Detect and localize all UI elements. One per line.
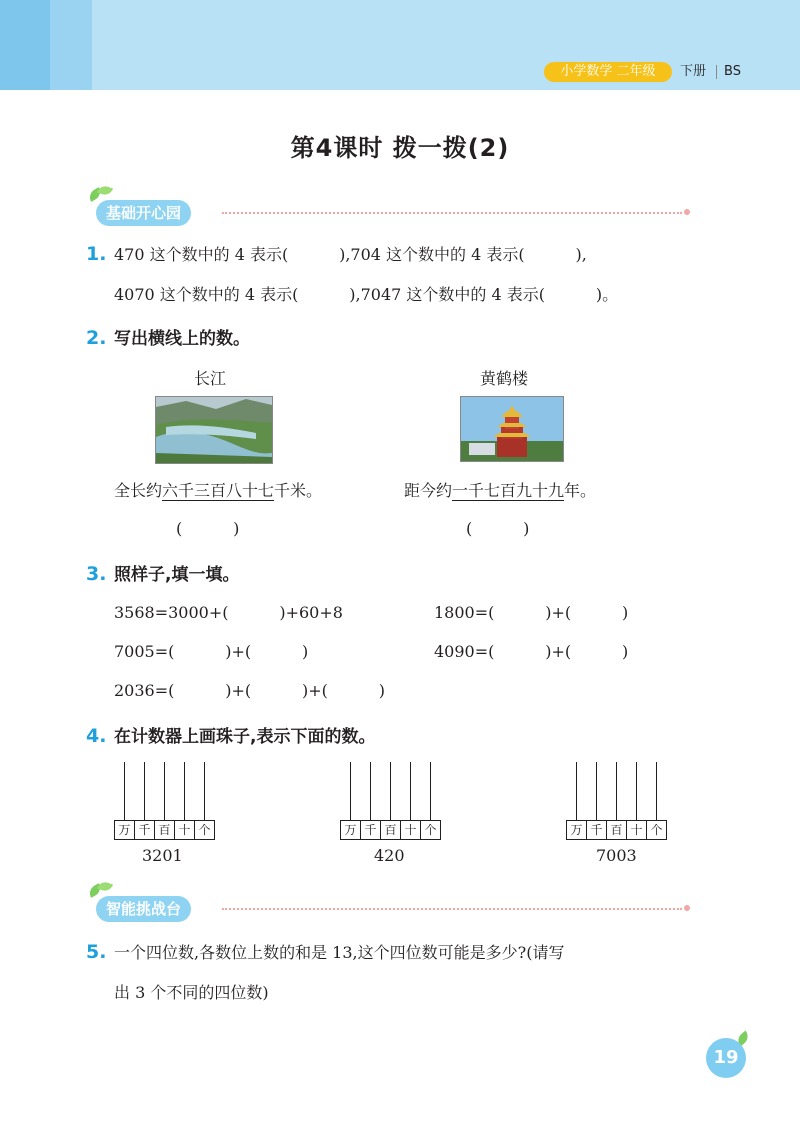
yellow-crane-tower-photo xyxy=(460,396,564,462)
q2-left-blank[interactable]: ( ) xyxy=(176,519,240,538)
place-value-labels xyxy=(340,820,441,840)
q3-equation: 3568=3000+( )+60+8 xyxy=(114,603,343,622)
yangtze-river-photo xyxy=(155,396,273,464)
abacus-counter[interactable] xyxy=(340,762,440,842)
page-number: 19 xyxy=(706,1038,746,1078)
abacus-rod[interactable] xyxy=(390,762,391,820)
question-number: 4. xyxy=(86,725,107,747)
caption-huanghelou: 黄鹤楼 xyxy=(480,369,529,388)
place-label: 千 xyxy=(135,821,155,839)
place-label: 百 xyxy=(381,821,401,839)
question-number: 5. xyxy=(86,941,107,963)
term-label: 下册 xyxy=(680,64,707,79)
q2-right-number: 一千七百九十九 xyxy=(452,481,565,500)
edition-label: BS xyxy=(724,64,741,79)
q2-right-prefix: 距今约 xyxy=(404,481,453,500)
place-label: 万 xyxy=(115,821,135,839)
place-label: 十 xyxy=(401,821,421,839)
abacus-counter[interactable] xyxy=(114,762,214,842)
abacus-rod[interactable] xyxy=(124,762,125,820)
abacus-rod[interactable] xyxy=(596,762,597,820)
header-stripe xyxy=(0,0,50,90)
q1-line2: 4070 这个数中的 4 表示( ),7047 这个数中的 4 表示( )。 xyxy=(114,285,619,304)
abacus-counter[interactable] xyxy=(566,762,666,842)
counter-number: 7003 xyxy=(596,846,637,865)
abacus-rod[interactable] xyxy=(430,762,431,820)
abacus-rod[interactable] xyxy=(370,762,371,820)
q2-title: 写出横线上的数。 xyxy=(114,329,250,349)
place-label: 十 xyxy=(627,821,647,839)
q4-title: 在计数器上画珠子,表示下面的数。 xyxy=(114,727,376,747)
question-number: 3. xyxy=(86,563,107,585)
subject-badge: 小学数学 二年级 xyxy=(544,62,672,82)
abacus-rod[interactable] xyxy=(410,762,411,820)
abacus-rod[interactable] xyxy=(184,762,185,820)
abacus-rod[interactable] xyxy=(576,762,577,820)
place-value-labels xyxy=(566,820,667,840)
q2-left-number: 六千三百八十七 xyxy=(162,481,275,500)
abacus-rod[interactable] xyxy=(204,762,205,820)
abacus-rod[interactable] xyxy=(656,762,657,820)
place-value-labels xyxy=(114,820,215,840)
q2-left-prefix: 全长约 xyxy=(114,481,163,500)
question-number: 1. xyxy=(86,243,107,265)
q5-line1: 一个四位数,各数位上数的和是 13,这个四位数可能是多少?(请写 xyxy=(114,943,565,962)
page-title: 第4课时 拨一拨(2) xyxy=(290,134,510,162)
caption-changjiang: 长江 xyxy=(194,369,227,388)
abacus-rod[interactable] xyxy=(164,762,165,820)
abacus-rod[interactable] xyxy=(636,762,637,820)
header-stripe xyxy=(50,0,92,90)
q3-title: 照样子,填一填。 xyxy=(114,565,240,585)
divider-end-dot xyxy=(684,209,690,215)
q2-right-suffix: 年。 xyxy=(564,481,597,500)
section-badge-challenge: 智能挑战台 xyxy=(96,896,191,922)
place-label: 百 xyxy=(607,821,627,839)
place-label: 十 xyxy=(175,821,195,839)
q5-line2: 出 3 个不同的四位数) xyxy=(114,983,269,1002)
q2-left-sentence xyxy=(114,480,322,502)
place-label: 万 xyxy=(567,821,587,839)
divider xyxy=(716,65,717,79)
place-label: 千 xyxy=(587,821,607,839)
place-label: 个 xyxy=(650,823,663,837)
q3-equation: 1800=( )+( ) xyxy=(434,603,629,622)
counter-number: 420 xyxy=(374,846,405,865)
place-label: 万 xyxy=(341,821,361,839)
place-label: 个 xyxy=(198,823,211,837)
q3-equation: 2036=( )+( )+( ) xyxy=(114,681,385,700)
place-label: 百 xyxy=(155,821,175,839)
section-badge-basic: 基础开心园 xyxy=(96,200,191,226)
counter-number: 3201 xyxy=(142,846,183,865)
q3-equation: 4090=( )+( ) xyxy=(434,642,629,661)
place-label: 个 xyxy=(424,823,437,837)
q1-line1: 470 这个数中的 4 表示( ),704 这个数中的 4 表示( ), xyxy=(114,245,587,264)
abacus-rod[interactable] xyxy=(144,762,145,820)
abacus-rod[interactable] xyxy=(616,762,617,820)
q2-right-blank[interactable]: ( ) xyxy=(466,519,530,538)
q2-right-sentence xyxy=(404,480,596,502)
q3-equation: 7005=( )+( ) xyxy=(114,642,309,661)
question-number: 2. xyxy=(86,327,107,349)
divider-end-dot xyxy=(684,905,690,911)
abacus-rod[interactable] xyxy=(350,762,351,820)
place-label: 千 xyxy=(361,821,381,839)
dotted-divider xyxy=(222,908,682,910)
q2-left-suffix: 千米。 xyxy=(274,481,323,500)
dotted-divider xyxy=(222,212,682,214)
